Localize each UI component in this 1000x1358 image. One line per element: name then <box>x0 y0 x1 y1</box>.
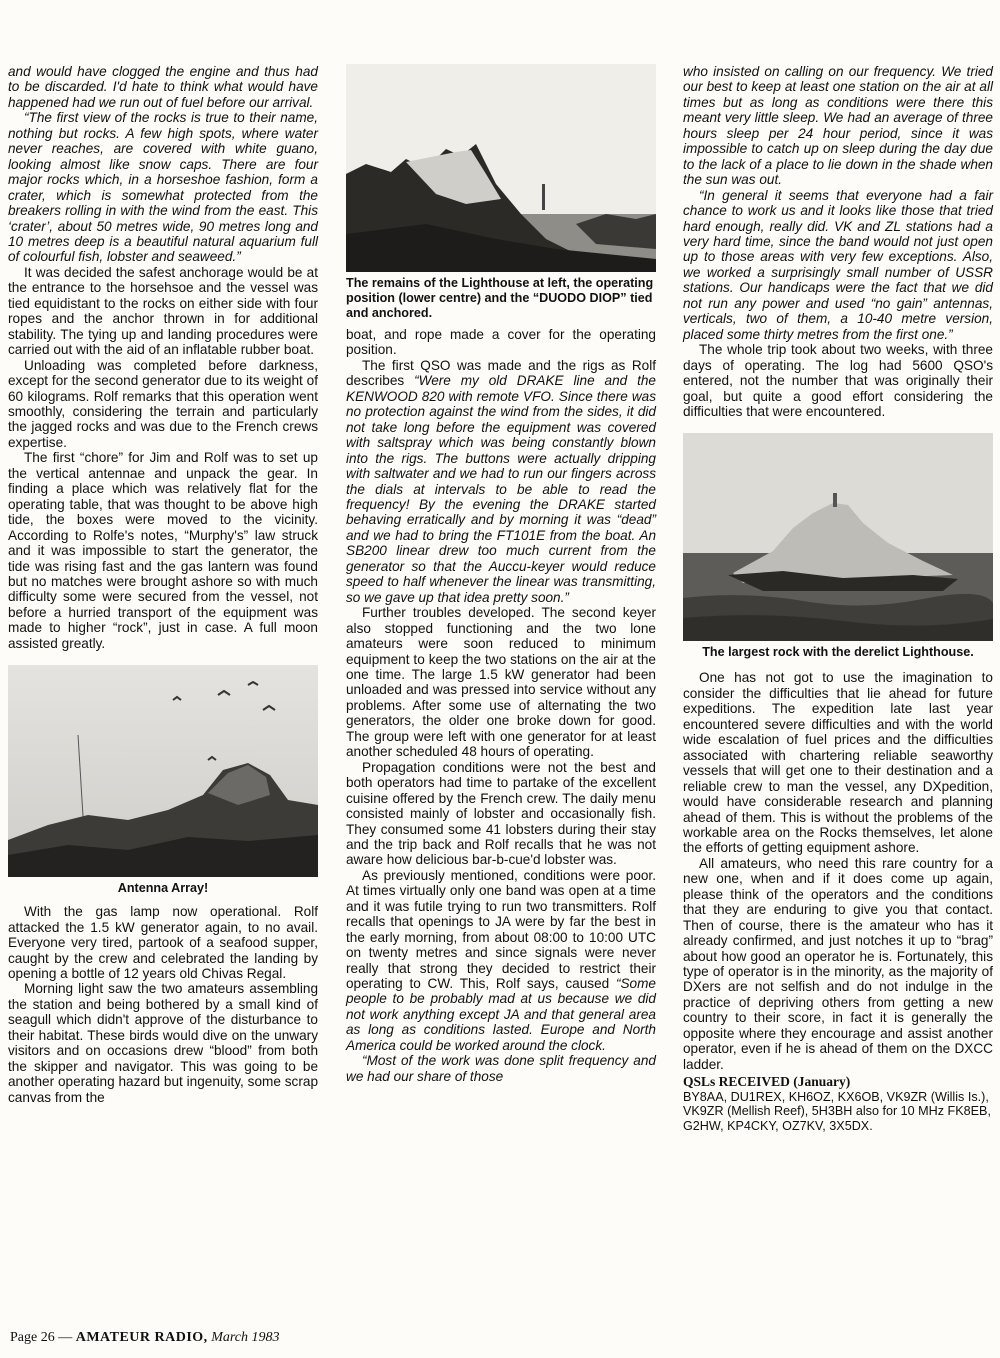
qsl-list: BY8AA, DU1REX, KH6OZ, KX6OB, VK9ZR (Willis Is.), VK9ZR (Mellish Reef), 5H3BH also for 10 MHz FK8EB, G2HW, KP4CKY, OZ7KV, 3X5DX. <box>683 1089 991 1133</box>
issue-date: March 1983 <box>207 1330 280 1345</box>
paragraph: One has not got to use the imagination to consider the difficulties that lie ahead for future expeditions. The expedition late last year encountered severe difficulties and with the world wide escalation of fuel prices and the difficulties associated with chartering reliable seaworthy vessels that will get one to their destination and a reliable crew to man the vessel, any DXpedition, would have considerable research and planning ahead of them. This is without the problems of the workable area on the Rocks themselves, let alone the efforts of getting equipment ashore. <box>683 670 993 856</box>
paragraph-quote: “Some people to be probably mad at us because we did not work anything except JA and that general area as long as conditions lasted. Europe and North America could be worked around the clock. <box>346 976 656 1053</box>
paragraph: “In general it seems that everyone had a fair chance to work us and it looks like those that tried hard enough, really did. VK and ZL stations had a very hard time, since the band would not just open up to those areas with very few exceptions. Also, we worked a surprisingly small number of USSR stations. Our handicaps were the fact that we did not run any power and used “no gain” antennas, verticals, two of them, a 10-40 metre version, placed some thirty metres from the first one.” <box>683 187 993 342</box>
column-left <box>8 64 318 1105</box>
photo-caption: The largest rock with the derelict Lighthouse. <box>702 645 974 660</box>
largest-rock-photo <box>683 433 993 641</box>
lighthouse-remains-image <box>346 64 656 272</box>
page-number: Page 26 — <box>10 1330 76 1345</box>
paragraph-quote: “Were my old DRAKE line and the KENWOOD 820 with remote VFO. Since there was no protection against the wind from the sides, it did not take long before the equipment was covered with saltspray which was being constantly blown into the rigs. The buttons were actually dripping with saltwater and we had to run our fingers across the dials at intervals to be able to read the frequency! By the evening the DRAKE started behaving erratically and by morning it was “dead” and we had to bring the FT101E from the boat. An SB200 linear drew too much current from the generator so that the Auccu-keyer would reduce speed to half whenever the linear was transmitting, so we gave up that idea pretty soon.” <box>346 373 656 605</box>
qsl-heading: QSLs RECEIVED (January) <box>683 1074 851 1090</box>
paragraph: who insisted on calling on our frequency. We tried our best to keep at least one station on the air at all times but as long as conditions were there this meant very little sleep. We had an average of three hours sleep per 24 hour period, since it was impossible to catch up on sleep during the day due to the lack of a place to lie down in the shade when the sun was out. <box>683 64 993 188</box>
paragraph: It was decided the safest anchorage would be at the entrance to the horsehsoe and the vessel was tied equidistant to the rocks on either side with four ropes and the anchor thrown in for additional stability. The tying up and landing procedures were carried out with the aid of an inflatable rubber boat. <box>8 264 318 358</box>
paragraph: With the gas lamp now operational. Rolf attacked the 1.5 kW generator again, to no avail. Everyone very tired, partook of a seafood supper, caught by the crew and celebrated the landing by opening a bottle of 12 years old Chivas Regal. <box>8 904 318 982</box>
paragraph: Further troubles developed. The second keyer also stopped functioning and the two lone amateurs were soon reduced to minimum equipment to keep the two stations on the air at the one time. The large 1.5 kW generator had been unloaded and was pressed into service without any problems. After some use of alternating the two generators, the older one broke down for good. The group were left with one generator for at least another scheduled 48 hours of operating. <box>346 605 656 760</box>
paragraph: boat, and rope made a cover for the operating position. <box>346 327 656 358</box>
paragraph: “The first view of the rocks is true to their name, nothing but rocks. A few high spots, where water never reaches, are covered with white guano, looking almost like snow caps. There are four major rocks which, in a horseshoe fashion, form a crater, which is somewhat protected from the breakers rolling in with the wind from the east. This ‘crater’, about 50 metres wide, 90 metres long and 10 metres deep is a beautiful natural aquarium full of colourful fish, lobster and seaweed.” <box>8 110 318 265</box>
column-middle <box>346 64 656 1084</box>
antenna-array-photo <box>8 665 318 877</box>
column-right <box>683 64 993 1133</box>
paragraph-lead: The first QSO was made and the rigs as Rolf describes <box>346 357 656 389</box>
antenna-array-image <box>8 665 318 877</box>
paragraph <box>346 868 656 1053</box>
paragraph: Propagation conditions were not the best and both operators had time to partake of the excellent cuisine offered by the French crew. The daily menu consisted mainly of lobster and occasionally fish. They consumed some 41 lobsters during their stay and the trip back and Rolf recalls that he was not aware how delicious bar-b-cue'd lobster was. <box>346 759 656 868</box>
paragraph: Morning light saw the two amateurs assembling the station and being bothered by a small kind of seagull which didn't approve of the disturbance to their habitat. These birds would dive on the unwary visitors and on occasions drew “blood” from both the skipper and navigator. This was going to be another operating hazard but ingenuity, some scrap canvas from the <box>8 981 318 1105</box>
page-footer <box>10 1330 280 1346</box>
paragraph: “Most of the work was done split frequency and we had our share of those <box>346 1053 656 1084</box>
photo-caption: Antenna Array! <box>117 881 209 896</box>
photo-caption: The remains of the Lighthouse at left, the operating position (lower centre) and the “DUODO DIOP” tied and anchored. <box>346 276 654 320</box>
paragraph: The first “chore” for Jim and Rolf was to set up the vertical antennae and unpack the gear. In finding a place which was relatively flat for the operating table, that was thought to be above high tide, the boxes were moved to the vicinity. According to Rolfe's notes, “Murphy's” law struck and it was impossible to start the generator, the tide was rising fast and the gas lantern was found but no matches were brought ashore so with much difficulty some were secured from the vessel, not before a hurried transport of the equipment was made to higher “rock”, just in case. A full moon assisted greatly. <box>8 450 318 651</box>
paragraph: All amateurs, who need this rare country for a new one, when and if it does come up again, please think of the operators and the conditions that they are enduring to give you that contact. Then of course, there is the amateur who has it already confirmed, and just notches it up to “brag” about how good an operator he is. Fortunately, this type of operator is in the minority, as the majority of DXers are not selfish and do not indulge in the practice of depriving others from getting a new country to their score, in fact it is generally the opposite where they encourage and assist another operator, even if he is ahead of them on the DXCC ladder. <box>683 855 993 1072</box>
paragraph-lead: As previously mentioned, conditions were poor. At times virtually only one band was open at a time and it was futile trying to run two transmitters. Rolf recalls that openings to JA were by far the best in the early morning, from about 08:00 to 10:00 UTC on twenty metres and since signals were never really that strong they decided to restrict their operating to CW. This, Rolf says, caused <box>346 867 656 992</box>
lighthouse-remains-photo <box>346 64 656 272</box>
largest-rock-image <box>683 433 993 641</box>
paragraph: The whole trip took about two weeks, with three days of operating. The log had 5600 QSO's entered, not the number that was originally their goal, but quite a good effort considering the difficulties that were encountered. <box>683 342 993 419</box>
paragraph: Unloading was completed before darkness, except for the second generator due to its weight of 60 kilograms. Rolf remarks that this operation went smoothly, considering the terrain and particularly the jagged rocks and was due to the French crews expertise. <box>8 357 318 450</box>
paragraph: and would have clogged the engine and thus had to be discarded. I'd hate to think what would have happened had we run out of fuel before our arrival. <box>8 64 318 110</box>
paragraph <box>346 358 656 605</box>
magazine-name: AMATEUR RADIO, <box>75 1330 208 1345</box>
